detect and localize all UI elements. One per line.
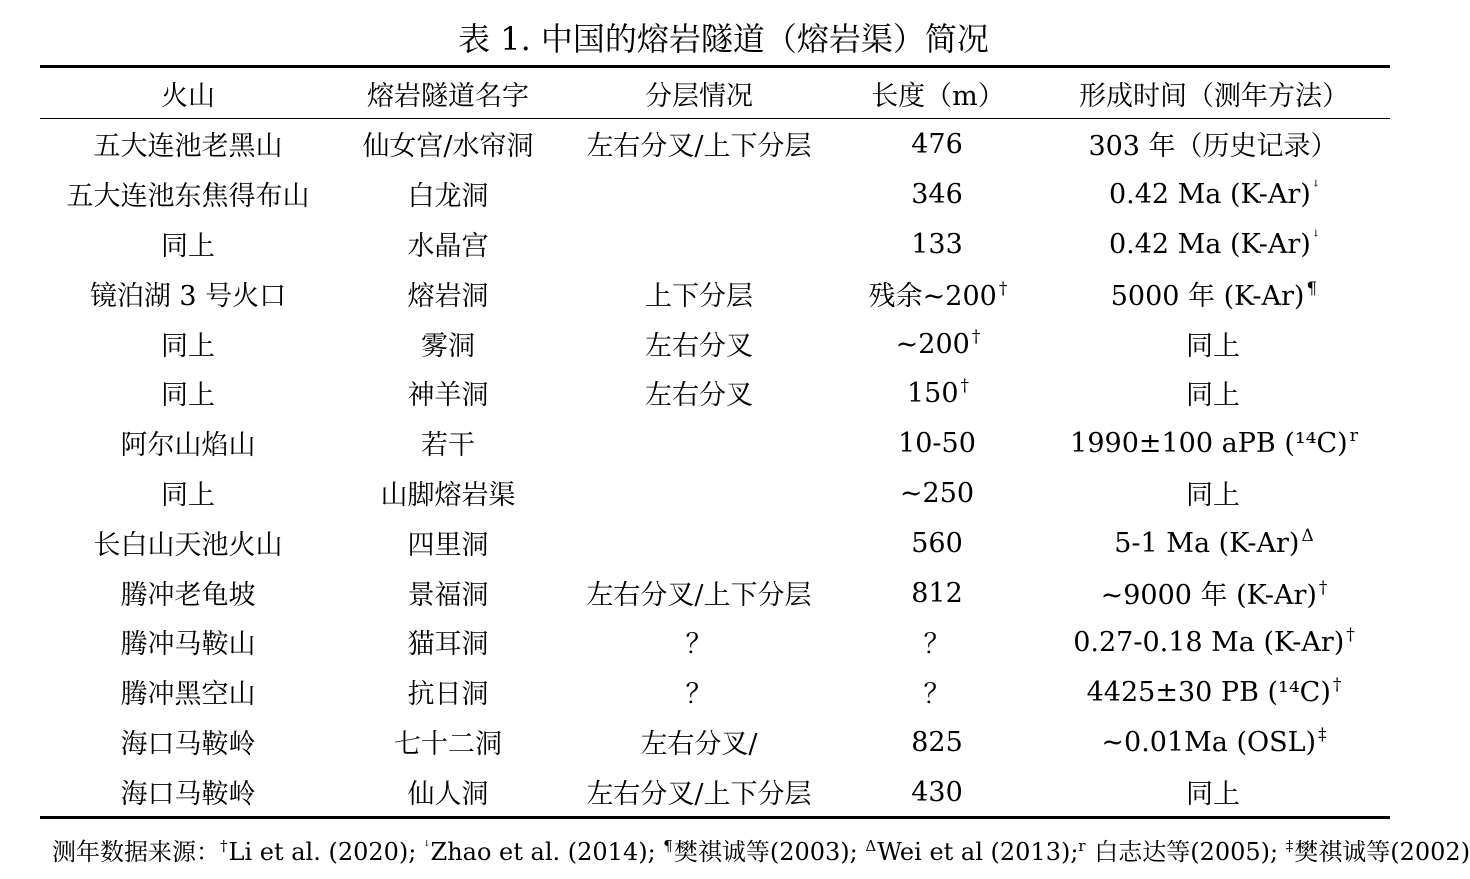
cell-formation-time xyxy=(1038,268,1390,318)
cell-layering-text: 左右分叉 xyxy=(645,380,753,412)
cell-tube-name-text: 山脚熔岩渠 xyxy=(380,479,516,511)
cell-layering xyxy=(560,169,838,219)
cell-tube-name-text: 抗日洞 xyxy=(407,679,489,711)
cell-length xyxy=(838,517,1038,567)
source-mark: ꜜ xyxy=(423,837,430,855)
cell-tube-name xyxy=(336,517,560,567)
cell-layering xyxy=(560,268,838,318)
cell-tube-name-text: 仙人洞 xyxy=(407,778,489,810)
note-label: 测年数据来源： xyxy=(52,838,220,866)
cell-volcano-text: 海口马鞍岭 xyxy=(120,778,256,810)
cell-formation-time-text: ~0.01Ma (OSL) xyxy=(1101,726,1317,758)
citation-mark: ꜜ xyxy=(1312,177,1320,198)
cell-tube-name-text: 仙女宫/水帘洞 xyxy=(362,131,534,163)
table-title: 表 1. 中国的熔岩隧道（熔岩渠）简况 xyxy=(458,20,989,58)
cell-formation-time xyxy=(1038,418,1390,468)
citation-mark: † xyxy=(960,376,970,397)
cell-layering-text: ？ xyxy=(685,629,713,661)
cell-volcano xyxy=(40,517,336,567)
cell-volcano-text: 腾冲马鞍山 xyxy=(120,629,256,661)
cell-formation-time xyxy=(1038,169,1390,219)
table-row xyxy=(40,119,1390,169)
cell-tube-name xyxy=(336,468,560,518)
table-row xyxy=(40,169,1390,219)
cell-volcano xyxy=(40,368,336,418)
citation-mark: † xyxy=(1332,675,1342,696)
cell-formation-time xyxy=(1038,219,1390,269)
cell-tube-name xyxy=(336,318,560,368)
cell-layering xyxy=(560,667,838,717)
cell-length-text: 560 xyxy=(911,527,963,559)
cell-volcano-text: 腾冲老龟坡 xyxy=(120,579,256,611)
cell-formation-time-text: 5000 年 (K-Ar) xyxy=(1110,280,1305,312)
cell-tube-name xyxy=(336,219,560,269)
cell-volcano xyxy=(40,418,336,468)
source-text: Wei et al (2013); xyxy=(877,838,1079,866)
cell-formation-time-text: 1990±100 aPB (¹⁴C) xyxy=(1070,428,1348,460)
table-row xyxy=(40,567,1390,617)
cell-formation-time xyxy=(1038,766,1390,816)
cell-formation-time xyxy=(1038,318,1390,368)
cell-length-text: ？ xyxy=(923,679,951,711)
header-length: 长度（m） xyxy=(871,81,1005,112)
citation-mark: ꜜ xyxy=(1312,226,1320,247)
cell-layering-text: ？ xyxy=(685,679,713,711)
source-mark: ¶ xyxy=(663,837,673,855)
cell-formation-time-text: 同上 xyxy=(1186,479,1240,511)
cell-layering xyxy=(560,468,838,518)
cell-formation-time xyxy=(1038,667,1390,717)
cell-layering-text: 左右分叉/上下分层 xyxy=(586,131,812,163)
cell-length xyxy=(838,219,1038,269)
cell-length xyxy=(838,617,1038,667)
cell-tube-name-text: 雾洞 xyxy=(421,330,475,362)
cell-volcano-text: 腾冲黑空山 xyxy=(120,679,256,711)
cell-formation-time xyxy=(1038,617,1390,667)
cell-formation-time-text: 303 年（历史记录） xyxy=(1088,131,1338,163)
cell-volcano xyxy=(40,766,336,816)
cell-volcano xyxy=(40,667,336,717)
cell-volcano xyxy=(40,318,336,368)
table-row xyxy=(40,219,1390,269)
cell-tube-name xyxy=(336,717,560,767)
table-row xyxy=(40,318,1390,368)
table-row xyxy=(40,517,1390,567)
cell-volcano-text: 同上 xyxy=(161,330,215,362)
cell-formation-time-text: 0.27-0.18 Ma (K-Ar) xyxy=(1073,627,1345,659)
cell-length-text: 133 xyxy=(911,228,963,260)
cell-volcano xyxy=(40,268,336,318)
cell-volcano xyxy=(40,219,336,269)
header-layering: 分层情况 xyxy=(645,81,753,112)
header-tube-name: 熔岩隧道名字 xyxy=(367,81,529,112)
table-row xyxy=(40,268,1390,318)
source-text: 樊祺诚等(2002) xyxy=(1294,838,1470,866)
cell-layering-text: 左右分叉/ xyxy=(640,728,758,760)
citation-mark: † xyxy=(998,278,1008,299)
cell-formation-time xyxy=(1038,567,1390,617)
cell-tube-name-text: 白龙洞 xyxy=(407,181,489,213)
cell-length-text: 476 xyxy=(911,129,963,161)
citation-mark: ¶ xyxy=(1306,278,1318,299)
cell-volcano xyxy=(40,169,336,219)
cell-volcano xyxy=(40,119,336,169)
cell-tube-name-text: 水晶宫 xyxy=(407,230,489,262)
cell-formation-time xyxy=(1038,368,1390,418)
cell-formation-time-text: ~9000 年 (K-Ar) xyxy=(1100,579,1317,611)
header-volcano: 火山 xyxy=(161,81,215,112)
cell-formation-time xyxy=(1038,468,1390,518)
cell-layering-text: 左右分叉 xyxy=(645,330,753,362)
cell-layering xyxy=(560,766,838,816)
source-mark: † xyxy=(220,837,228,855)
cell-volcano xyxy=(40,567,336,617)
cell-tube-name xyxy=(336,418,560,468)
cell-tube-name xyxy=(336,368,560,418)
cell-volcano-text: 五大连池东焦得布山 xyxy=(66,181,310,213)
cell-formation-time xyxy=(1038,119,1390,169)
cell-layering xyxy=(560,517,838,567)
cell-volcano xyxy=(40,468,336,518)
cell-tube-name xyxy=(336,667,560,717)
cell-volcano-text: 五大连池老黑山 xyxy=(93,131,283,163)
cell-volcano-text: 镜泊湖 3 号火口 xyxy=(89,280,287,312)
cell-formation-time xyxy=(1038,517,1390,567)
cell-length-text: 825 xyxy=(911,726,963,758)
cell-tube-name-text: 熔岩洞 xyxy=(407,280,489,312)
cell-length-text: 812 xyxy=(911,577,963,609)
cell-formation-time-text: 4425±30 PB (¹⁴C) xyxy=(1086,677,1331,709)
cell-length xyxy=(838,169,1038,219)
cell-length xyxy=(838,119,1038,169)
cell-formation-time xyxy=(1038,717,1390,767)
table-row xyxy=(40,368,1390,418)
source-text: Zhao et al. (2014); xyxy=(430,838,664,866)
cell-layering xyxy=(560,567,838,617)
cell-layering xyxy=(560,318,838,368)
table-row xyxy=(40,667,1390,717)
cell-layering xyxy=(560,617,838,667)
cell-tube-name-text: 四里洞 xyxy=(407,529,489,561)
cell-length xyxy=(838,268,1038,318)
cell-length-text: ~250 xyxy=(899,477,975,509)
source-mark: r xyxy=(1078,837,1086,855)
header-formation-time: 形成时间（测年方法） xyxy=(1079,81,1349,112)
cell-length xyxy=(838,368,1038,418)
cell-layering xyxy=(560,219,838,269)
source-mark: Δ xyxy=(865,837,877,855)
header-row xyxy=(40,68,1390,119)
cell-formation-time-text: 同上 xyxy=(1186,778,1240,810)
cell-tube-name xyxy=(336,268,560,318)
cell-formation-time-text: 同上 xyxy=(1186,380,1240,412)
cell-length-text: 430 xyxy=(911,776,963,808)
cell-length xyxy=(838,318,1038,368)
lava-tube-table xyxy=(40,68,1390,816)
table-row xyxy=(40,717,1390,767)
cell-layering xyxy=(560,119,838,169)
cell-tube-name-text: 若干 xyxy=(421,430,475,462)
table-row xyxy=(40,468,1390,518)
cell-length xyxy=(838,567,1038,617)
cell-layering xyxy=(560,418,838,468)
source-text: Li et al. (2020); xyxy=(228,838,424,866)
cell-layering xyxy=(560,368,838,418)
cell-layering-text: 左右分叉/上下分层 xyxy=(586,778,812,810)
cell-tube-name-text: 七十二洞 xyxy=(394,728,502,760)
cell-volcano-text: 阿尔山焰山 xyxy=(120,430,256,462)
cell-length-text: 残余~200 xyxy=(868,280,997,312)
citation-mark: r xyxy=(1349,426,1358,447)
citation-mark: † xyxy=(971,326,981,347)
source-mark: ‡ xyxy=(1285,837,1294,855)
cell-length xyxy=(838,717,1038,767)
cell-tube-name xyxy=(336,169,560,219)
cell-length xyxy=(838,766,1038,816)
cell-tube-name-text: 猫耳洞 xyxy=(407,629,489,661)
cell-volcano xyxy=(40,617,336,667)
cell-formation-time-text: 0.42 Ma (K-Ar) xyxy=(1108,228,1311,260)
cell-length-text: 346 xyxy=(911,179,963,211)
cell-volcano xyxy=(40,717,336,767)
cell-length xyxy=(838,418,1038,468)
cell-tube-name xyxy=(336,119,560,169)
cell-length-text: 150 xyxy=(906,378,959,410)
cell-volcano-text: 同上 xyxy=(161,479,215,511)
cell-tube-name xyxy=(336,567,560,617)
table-row xyxy=(40,418,1390,468)
cell-length xyxy=(838,468,1038,518)
cell-layering xyxy=(560,717,838,767)
cell-tube-name xyxy=(336,766,560,816)
cell-tube-name xyxy=(336,617,560,667)
cell-volcano-text: 海口马鞍岭 xyxy=(120,728,256,760)
citation-mark: Δ xyxy=(1301,525,1314,546)
cell-tube-name-text: 神羊洞 xyxy=(407,380,489,412)
table-row xyxy=(40,766,1390,816)
source-text: 白志达等(2005); xyxy=(1086,838,1286,866)
cell-formation-time-text: 5-1 Ma (K-Ar) xyxy=(1114,527,1300,559)
cell-length-text: ？ xyxy=(923,629,951,661)
source-text: 樊祺诚等(2003); xyxy=(673,838,866,866)
cell-length-text: 10-50 xyxy=(898,428,976,460)
citation-mark: † xyxy=(1318,577,1328,598)
table-row xyxy=(40,617,1390,667)
cell-tube-name-text: 景福洞 xyxy=(407,579,489,611)
cell-volcano-text: 同上 xyxy=(161,380,215,412)
cell-length xyxy=(838,667,1038,717)
cell-volcano-text: 同上 xyxy=(161,230,215,262)
bottom-rule xyxy=(40,816,1390,819)
dating-sources-note xyxy=(52,826,1470,872)
cell-formation-time-text: 同上 xyxy=(1186,330,1240,362)
cell-layering-text: 左右分叉/上下分层 xyxy=(586,579,812,611)
citation-mark: ‡ xyxy=(1318,724,1327,745)
citation-mark: † xyxy=(1346,625,1355,646)
cell-volcano-text: 长白山天池火山 xyxy=(93,529,283,561)
cell-formation-time-text: 0.42 Ma (K-Ar) xyxy=(1108,179,1311,211)
cell-length-text: ~200 xyxy=(895,328,970,360)
cell-layering-text: 上下分层 xyxy=(645,280,753,312)
